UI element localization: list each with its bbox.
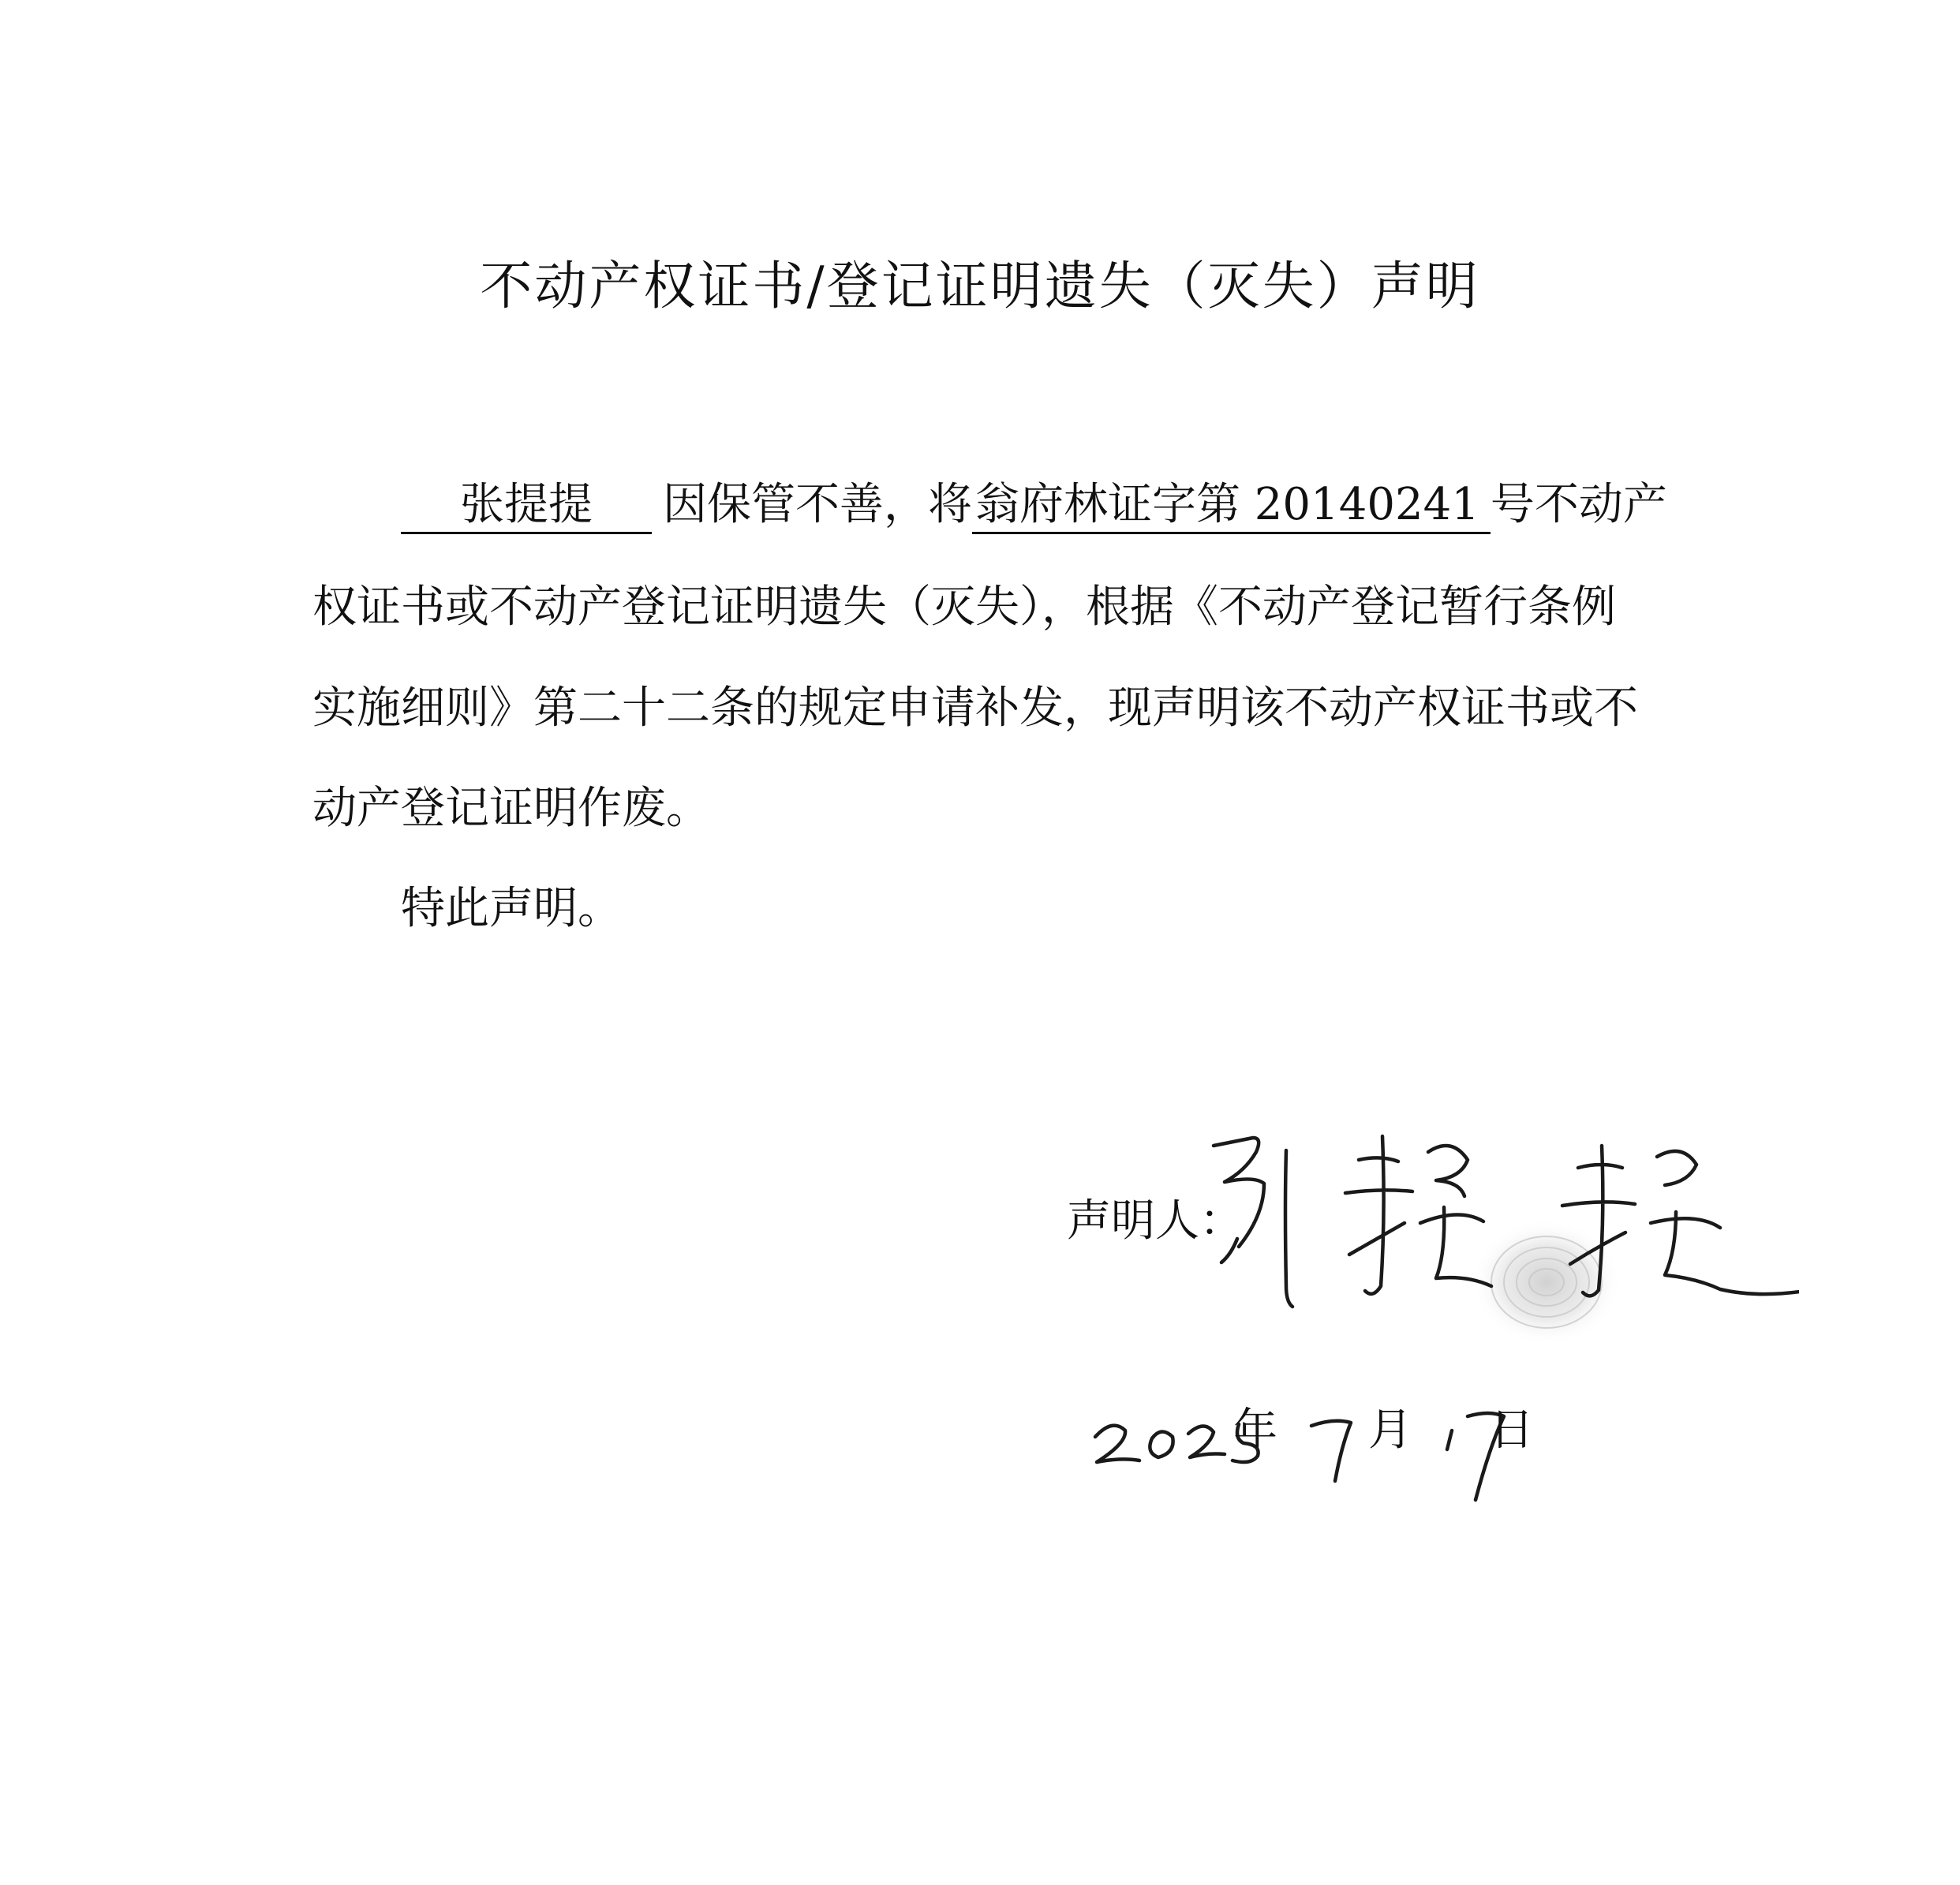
body-line-2: 权证书或不动产登记证明遗失（灭失），根据《不动产登记暂行条例 — [312, 582, 1616, 633]
body-phrase-1: 因保管不善，将 — [663, 479, 972, 530]
body-line-4: 动产登记证明作废。 — [312, 783, 710, 834]
certificate-number-field: 翁府林证字第 20140241 — [972, 478, 1491, 534]
date-year-label: 年 — [1233, 1404, 1277, 1456]
signature-stroke-ti-1 — [1345, 1136, 1412, 1294]
closing-statement: 特此声明。 — [401, 883, 622, 934]
date-digits-month — [1311, 1421, 1351, 1481]
body-line-1 — [312, 473, 1701, 537]
document-title: 不动产权证书/登记证明遗失（灭失）声明 — [480, 256, 1480, 316]
signer-label: 声明人： — [1067, 1195, 1244, 1247]
body-phrase-2: 号不动产 — [1490, 479, 1667, 530]
handwritten-date — [1057, 1361, 1531, 1503]
date-day-label: 日 — [1490, 1404, 1534, 1456]
signature-stroke-ti-2b — [1651, 1151, 1799, 1294]
body-line-3: 实施细则》第二十二条的规定申请补发，现声明该不动产权证书或不 — [312, 683, 1638, 734]
declarant-name-field: 张提提 — [401, 478, 652, 534]
signature-stroke-zhang — [1214, 1138, 1292, 1307]
date-month-label: 月 — [1368, 1404, 1412, 1456]
handwritten-signature — [1152, 1089, 1799, 1357]
